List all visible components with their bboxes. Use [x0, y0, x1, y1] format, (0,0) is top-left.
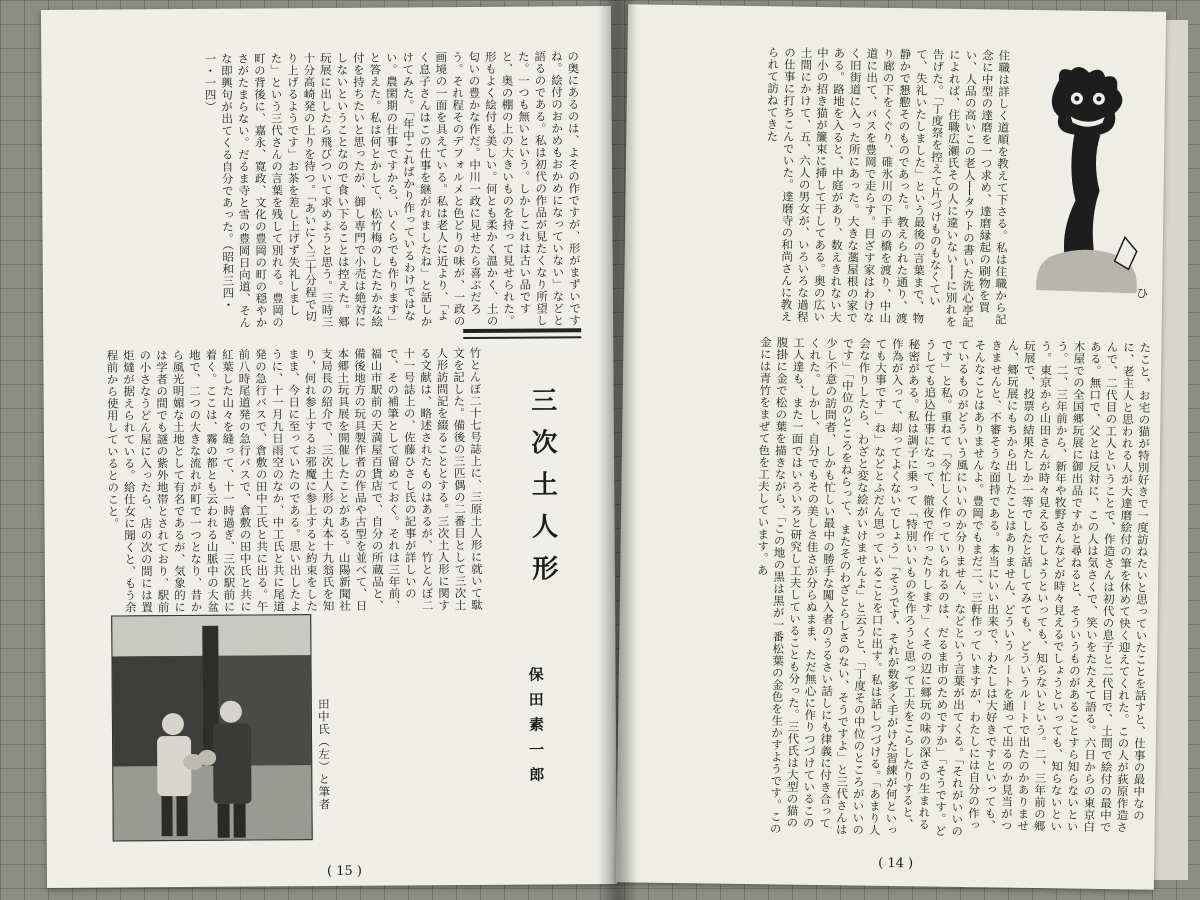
article-author: 保田素一郎 [526, 666, 546, 792]
lower-body-text-right: たこと、お宅の猫が特別好きで一度訪ねたいと思っていたことを話すと、仕事の最中なのに、老主人と思われる人が大達磨絵付の筆を休めて快く迎えてくれた。この人が荻原作造さんで、二代目の工人ということで、作造さんは初代の息子と二代目で、土間で絵付の最中である。無口で、父とは反対に、この人は気さくで、笑いをたたえて語る。六日からの東京白木屋での全国郷玩展に御出品ですかと尋ねると、そういうものがあることすら知らないという。二、三年前から、新年や牧野さんなどが時々見えるでしょうといっても、知らないという。東京から山田さんが時々見えるでしょうといっても、知らないという。二、三年前の郷玩展で、投票の結果たしか一等でしたと話してみても、どういうルートで出たのかありません、郷玩展にもちから出したことはありません、どういうルートを通って出るのか見当がつきませんと、不審そうな面持である。本当にいい出来で、わたしは大好きですといっても、そんなことはありませんよ。豊岡でもまだ二、三軒作っていますが、わたしには自分の作っているものがどういう風にいいのか分りません、などという言葉が出てくる。「それがいいのです」と私。重ねて「今忙しく作っていられるのは、だるま市のためですか」「そうです。どうしても追込仕事になって、徹夜で作ったりします」くその辺に郷玩の味の深さの生まれる秘密がある。私は調子に乗って「特別いいものを作ろうと思って工夫をこらしたりすると、作為が入って、却ってよくないでしょう」「そうです、それが数多く手がけた習練が何といっても大事です」ね」などとふだん思っていることを口に出す。私は話しつづける。「あまり人会な作りしたら、わざと変な絵がいけませんよ」と云うと、「丁度その中位のところがいいのです」「中位のところをねらって、またそのわざとらしさのない、そうですよ」と三代さんは少し不意の訪問者、しかも忙しい最中の勝手な闖入者のうるさい話しにも律義に付き合ってくれた。しかし、自分でもその美しさ佳さが分らぬまま、ただ無心に作りつづけているこの工人達も、また一面ではいろいろと研究し工夫していることも分った。三代氏は大型の猫の腹掛に金で松の葉を描きながら、「この地の黒は黒が一番松葉の金色を生かすようです。この金には青竹をまぜて色を工夫しています。あ [755, 336, 1153, 838]
title-rule-top [463, 328, 581, 333]
title-rule-bottom [463, 336, 581, 338]
page-14 [616, 4, 1166, 889]
illustration-glyph: ひ [1136, 286, 1149, 301]
upper-body-text-left: の奥にあるのは、よその作ですが、形がまずいですね。絵付のおかめもおかめになっていない」などと語るのである。私は初代の作品が見たくなり所望した。一つも無いという。しかしこれは古い品ですと、奥の棚の上の大きいものを持って見せられた。形もよく絵付も美しい。何とも柔かく温かく、土の匂いの豊かな作だ。中川一政に見せたら喜ぶだろう。それ程そのデフォルメと色どりの味が、一政の画境の一面を具えている。私は老人に近より、「よく息子さんはこの仕事を継がれましたね」と話しかけてみた。「年中こればかり作っているわけではない。農閑期の仕事ですから、いくらでも作ります」と答えた。私は何とかして、松竹梅のしたたかな絵付を持ちたいと思ったが、御し専門で小売は絶対にしないということなので食い下ることは控えた。郷玩展に出したら飛びついて求めようと思う。三時三十分高崎発の上りを待つ。「あいにく三十分程で切り上げるようです」お茶を差し上げず失礼しました」という三代さんの言葉を残して別れる。豊岡の町の背後に、嘉永、寛政、文化の豊岡の町の穏やかさがたまらない。だるま寺と雪の豊岡日向道、そんな即興句が出てくる自分であった。（昭和三四・一・一四） [203, 50, 583, 329]
article-title: 三次土人形 [526, 386, 559, 597]
page-number-15: ( 15 ) [326, 863, 362, 880]
lower-body-text-left: 竹とんぼ二十七号誌上に、三原土人形に就いて駄文を記した。備後の三匹偶の二番目として三次土人形訪問記を綴ることとする。三次土人形に関する文献は、略述されたものはあるが、竹とんぼ二十一号誌上の、佐藤ひさし氏の記事が詳しいので、その補筆として留めておく。それは三年前、福山市駅前の天満屋百貨店で、自分の所蔵品と、備後地方の玩具製作者の作品や古型を並べて、日本郷土玩具展を開催したことがある。山陽新聞社支局長の紹介で、三次土人形の丸本十九翁氏を知り、何れ参上するお邪魔に参上すると約束をしたまま、今日に至っていたのである。思い出したように、十一月九日雨空のなか、中工氏と共に尾道発の急行バスで、倉敷の田中工氏と共に出る。午前八時尾道発の急行バスで、倉敷の田中氏と共に紅葉した山々を縫って、十一時過ぎ、三次駅前に着く。ここは、霧の都とも云われる山脈中の大盆地で、二つの大きな流れが町で一つとなり、昔から風光明媚な土地として有名であるが、気象的には学者の間でも謎の紫外地帯とされており、駅前の小さなうどん屋に入ったら、店の次の間には置炬燵が据えられている。給仕女に聞くと、もう余程前から使用しているとのこと。 [105, 346, 485, 614]
upper-body-text-right: 住職は詳しく道順を教えて下さる。私は住職から記念に中型の達磨を一つ求め、達磨縁起の刷物を買い、人品の高いこの老人──タウトの書いた洗心亭記によれば、住職広瀬氏その人に違いない──に別れを告げた。「丁度祭を控えて片づけものもなくていて、失礼いたしました」という最後の言葉まで、物静かで懇懃そのものであった。教えられた通り、渡り廊の下をくぐり、碓氷川の下手の橋を渡り、中山道に出て、バスを豊岡で走らす。目ざす家はわけなく旧街道に入った所にあった。大きな藁屋根の家である。路地を入ると、中庭があり、数えきれない大中小の招き猫が簾束に挿して干してある。奥の広い土間にかけて、五、六人の男女が、いろいろな過程の仕事に打ちこんでいた。達磨寺の和尚さんに教えられて訪ねてきた [765, 46, 1012, 329]
page-15 [41, 6, 617, 888]
page-number-14: ( 14 ) [878, 855, 914, 872]
mask-figure-icon [1016, 60, 1159, 302]
photo-image [112, 615, 312, 840]
photo-caption: 田中氏（左）と筆者 [316, 697, 332, 811]
daruma-illustration [1016, 60, 1159, 302]
photo-tanaka-and-author [111, 614, 313, 841]
